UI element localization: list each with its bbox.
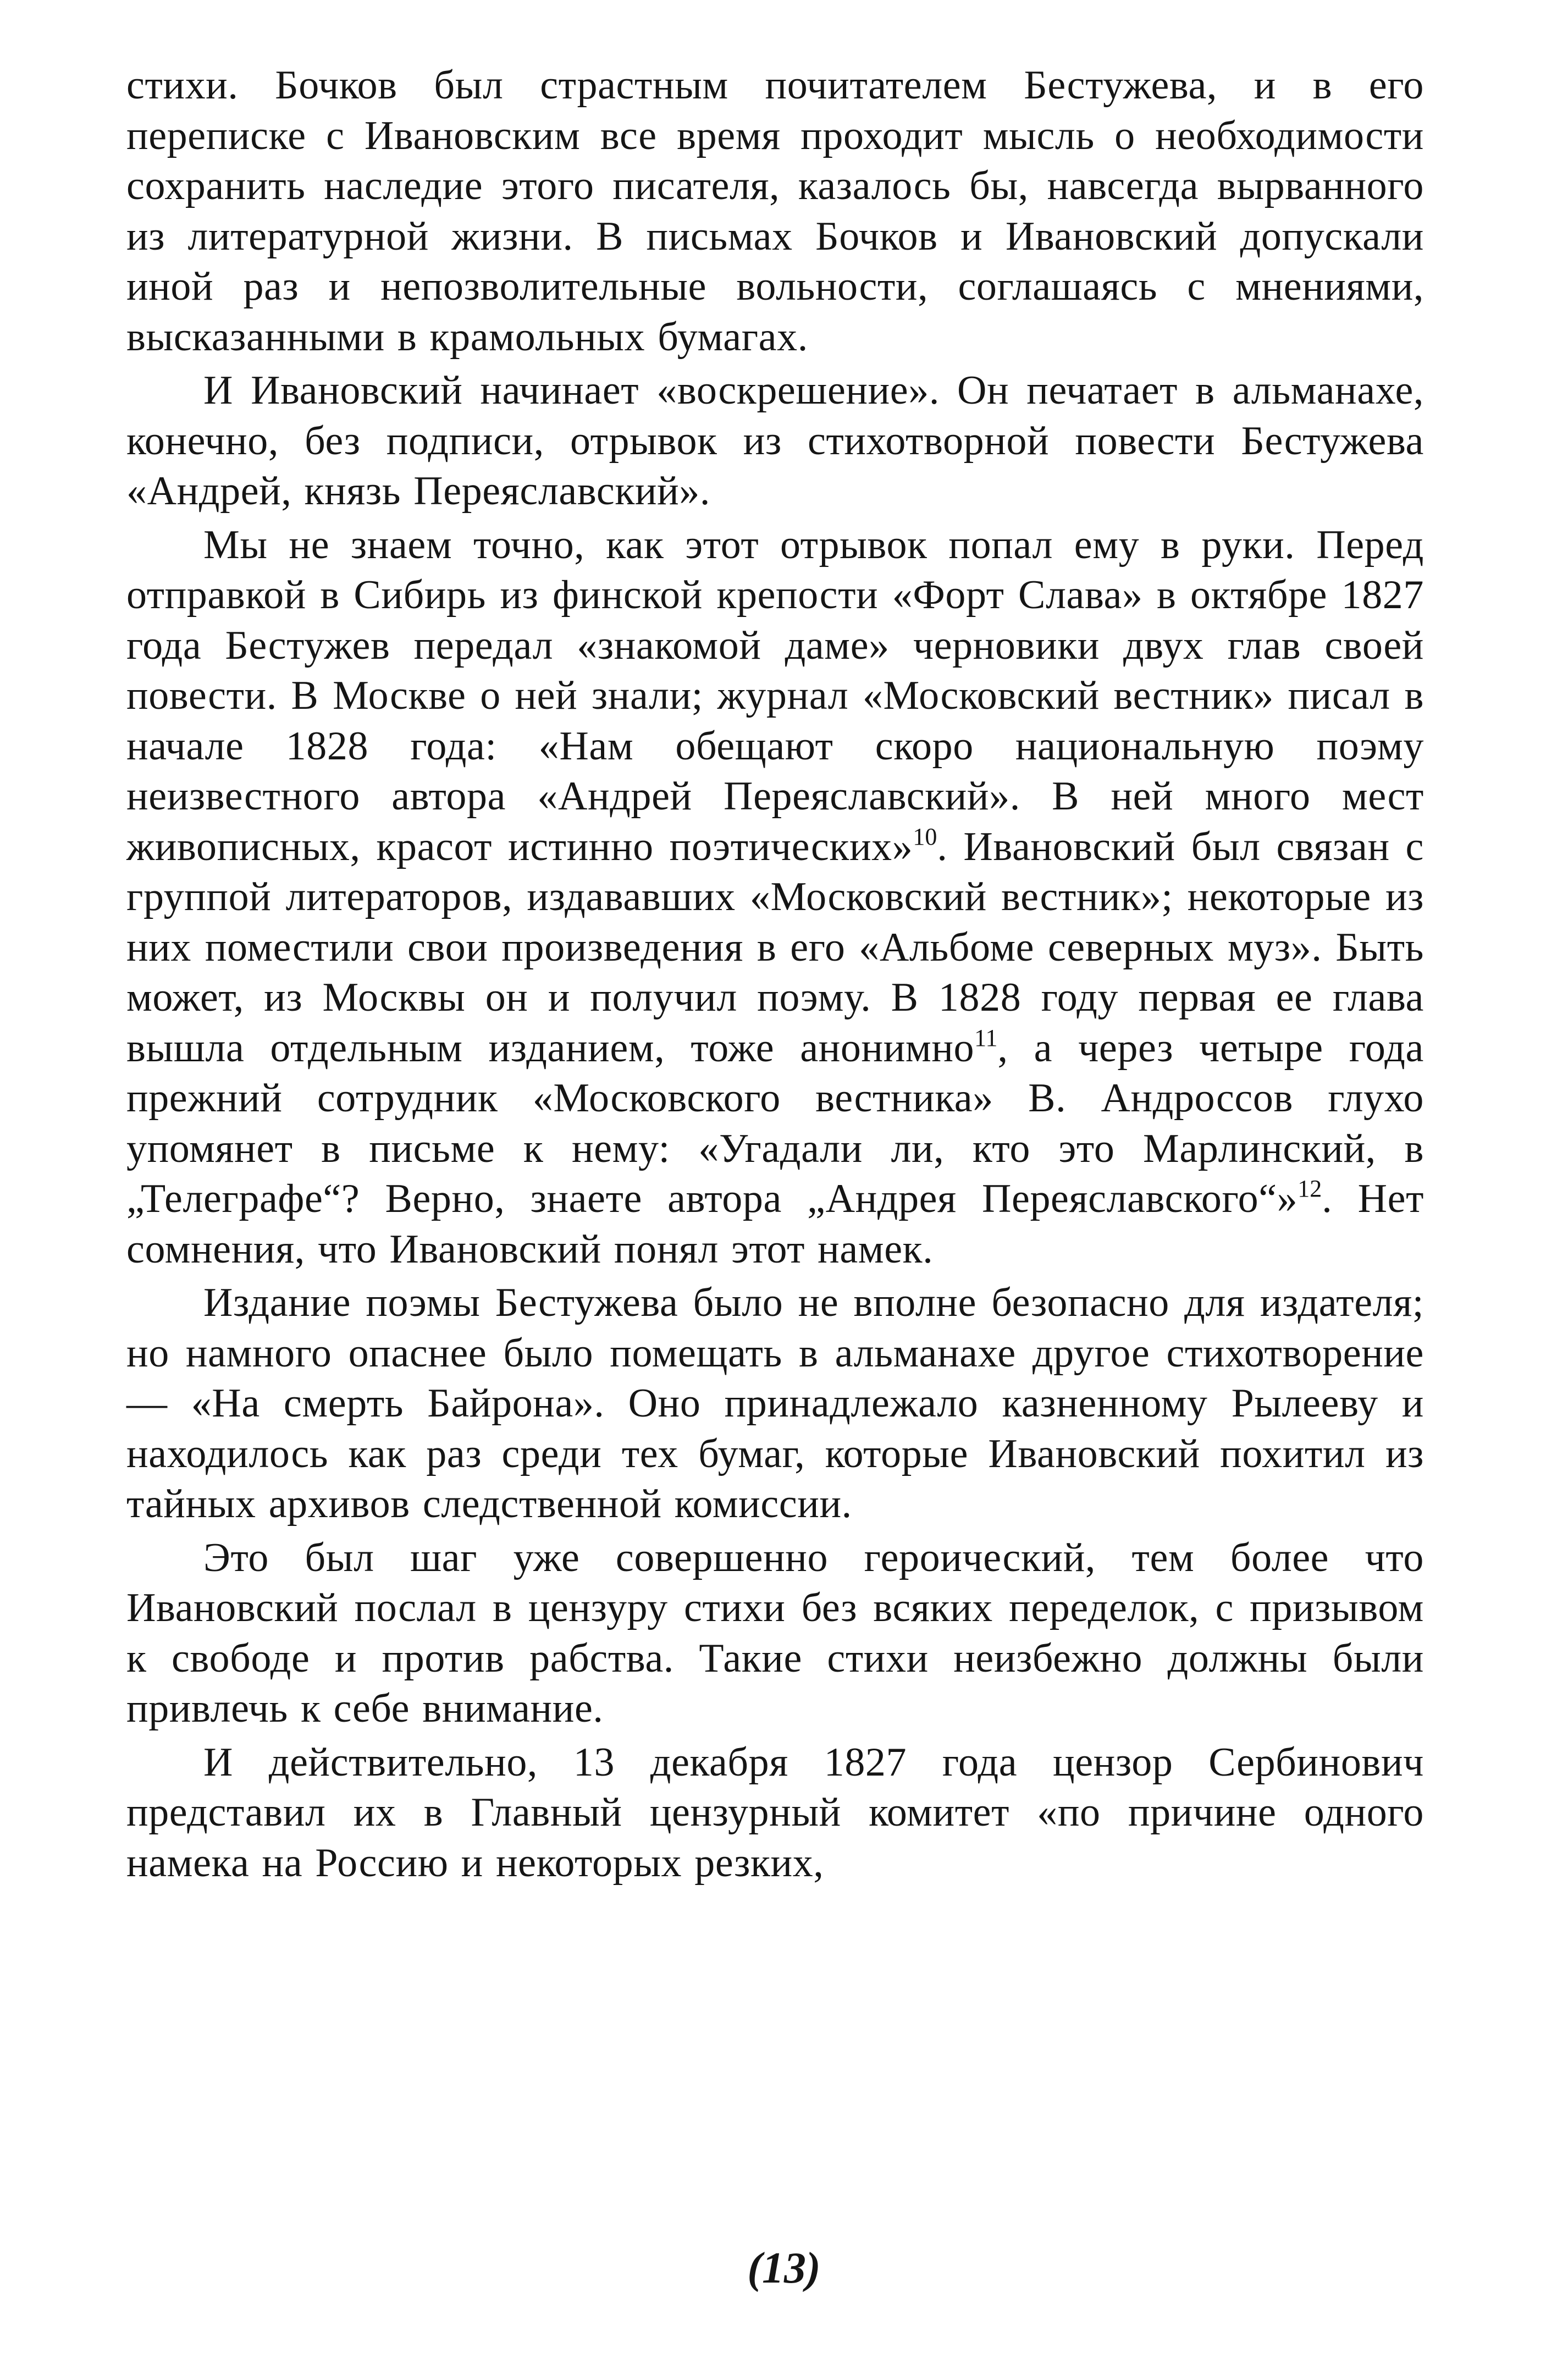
footnote-marker-12: 12 — [1298, 1175, 1322, 1202]
page-number: (13) — [747, 2244, 821, 2292]
paragraph-6-text: И действительно, 13 декабря 1827 года цензор Сербинович представил их в Главный цензурный комитет «по причине одного намека на Россию и некоторых резких, — [126, 1739, 1424, 1886]
paragraph-1 — [126, 60, 1424, 362]
paragraph-4 — [126, 1278, 1424, 1530]
footnote-marker-11: 11 — [974, 1024, 998, 1051]
page-body — [126, 60, 1424, 1888]
paragraph-6 — [126, 1738, 1424, 1889]
paragraph-5 — [126, 1533, 1424, 1734]
paragraph-4-text: Издание поэмы Бестужева было не вполне безопасно для издателя; но намного опаснее было помещать в альманахе другое стихотворение — «На смерть Байрона». Оно принадлежало казненному Рылееву и находилось как раз среди тех бумаг, которые Ивановский похитил из тайных архивов следственной комиссии. — [126, 1280, 1424, 1526]
paragraph-3-text-d: . Нет сомнения, что Ивановский понял этот намек. — [126, 1176, 1425, 1272]
footnote-marker-10: 10 — [913, 823, 937, 850]
paragraph-3-text-b: . Ивановский был связан с группой литераторов, издававших «Московский вестник»; некоторые из них поместили свои произведения в его «Альбоме северных муз». Быть может, из Москвы он и получил поэму. В 1828 году первая ее глава вышла отдельным изданием, тоже анонимно — [126, 824, 1424, 1071]
paragraph-5-text: Это был шаг уже совершенно героический, тем более что Ивановский послал в цензуру стихи без всяких переделок, с призывом к свободе и против рабства. Такие стихи неизбежно должны были привлечь к себе внимание. — [126, 1535, 1424, 1731]
paragraph-2-text: И Ивановский начинает «воскрешение». Он печатает в альманахе, конечно, без подписи, отрывок из стихотворной повести Бестужева «Андрей, князь Переяславский». — [126, 368, 1424, 514]
paragraph-1-text: стихи. Бочков был страстным почитателем Бестужева, и в его переписке с Ивановским все время проходит мысль о необходимости сохранить наследие этого писателя, казалось бы, навсегда вырванного из литературной жизни. В письмах Бочков и Ивановский допускали иной раз и непозволительные вольности, соглашаясь с мнениями, высказанными в крамольных бумагах. — [126, 63, 1424, 360]
paragraph-3-text-c: , а через четыре года прежний сотрудник «Московского вестника» В. Андроссов глухо упомянет в письме к нему: «Угадали ли, кто это Марлинский, в „Телеграфе“? Верно, знаете автора „Андрея Переяславского“» — [126, 1025, 1424, 1221]
paragraph-2 — [126, 366, 1424, 517]
paragraph-3 — [126, 520, 1424, 1275]
paragraph-3-text-a: Мы не знаем точно, как этот отрывок попал ему в руки. Перед отправкой в Сибирь из финской крепости «Форт Слава» в октябре 1827 года Бестужев передал «знакомой даме» черновики двух глав своей повести. В Москве о ней знали; журнал «Московский вестник» писал в начале 1828 года: «Нам обещают скоро национальную поэму неизвестного автора «Андрей Переяславский». В ней много мест живописных, красот истинно поэтических» — [126, 522, 1424, 869]
